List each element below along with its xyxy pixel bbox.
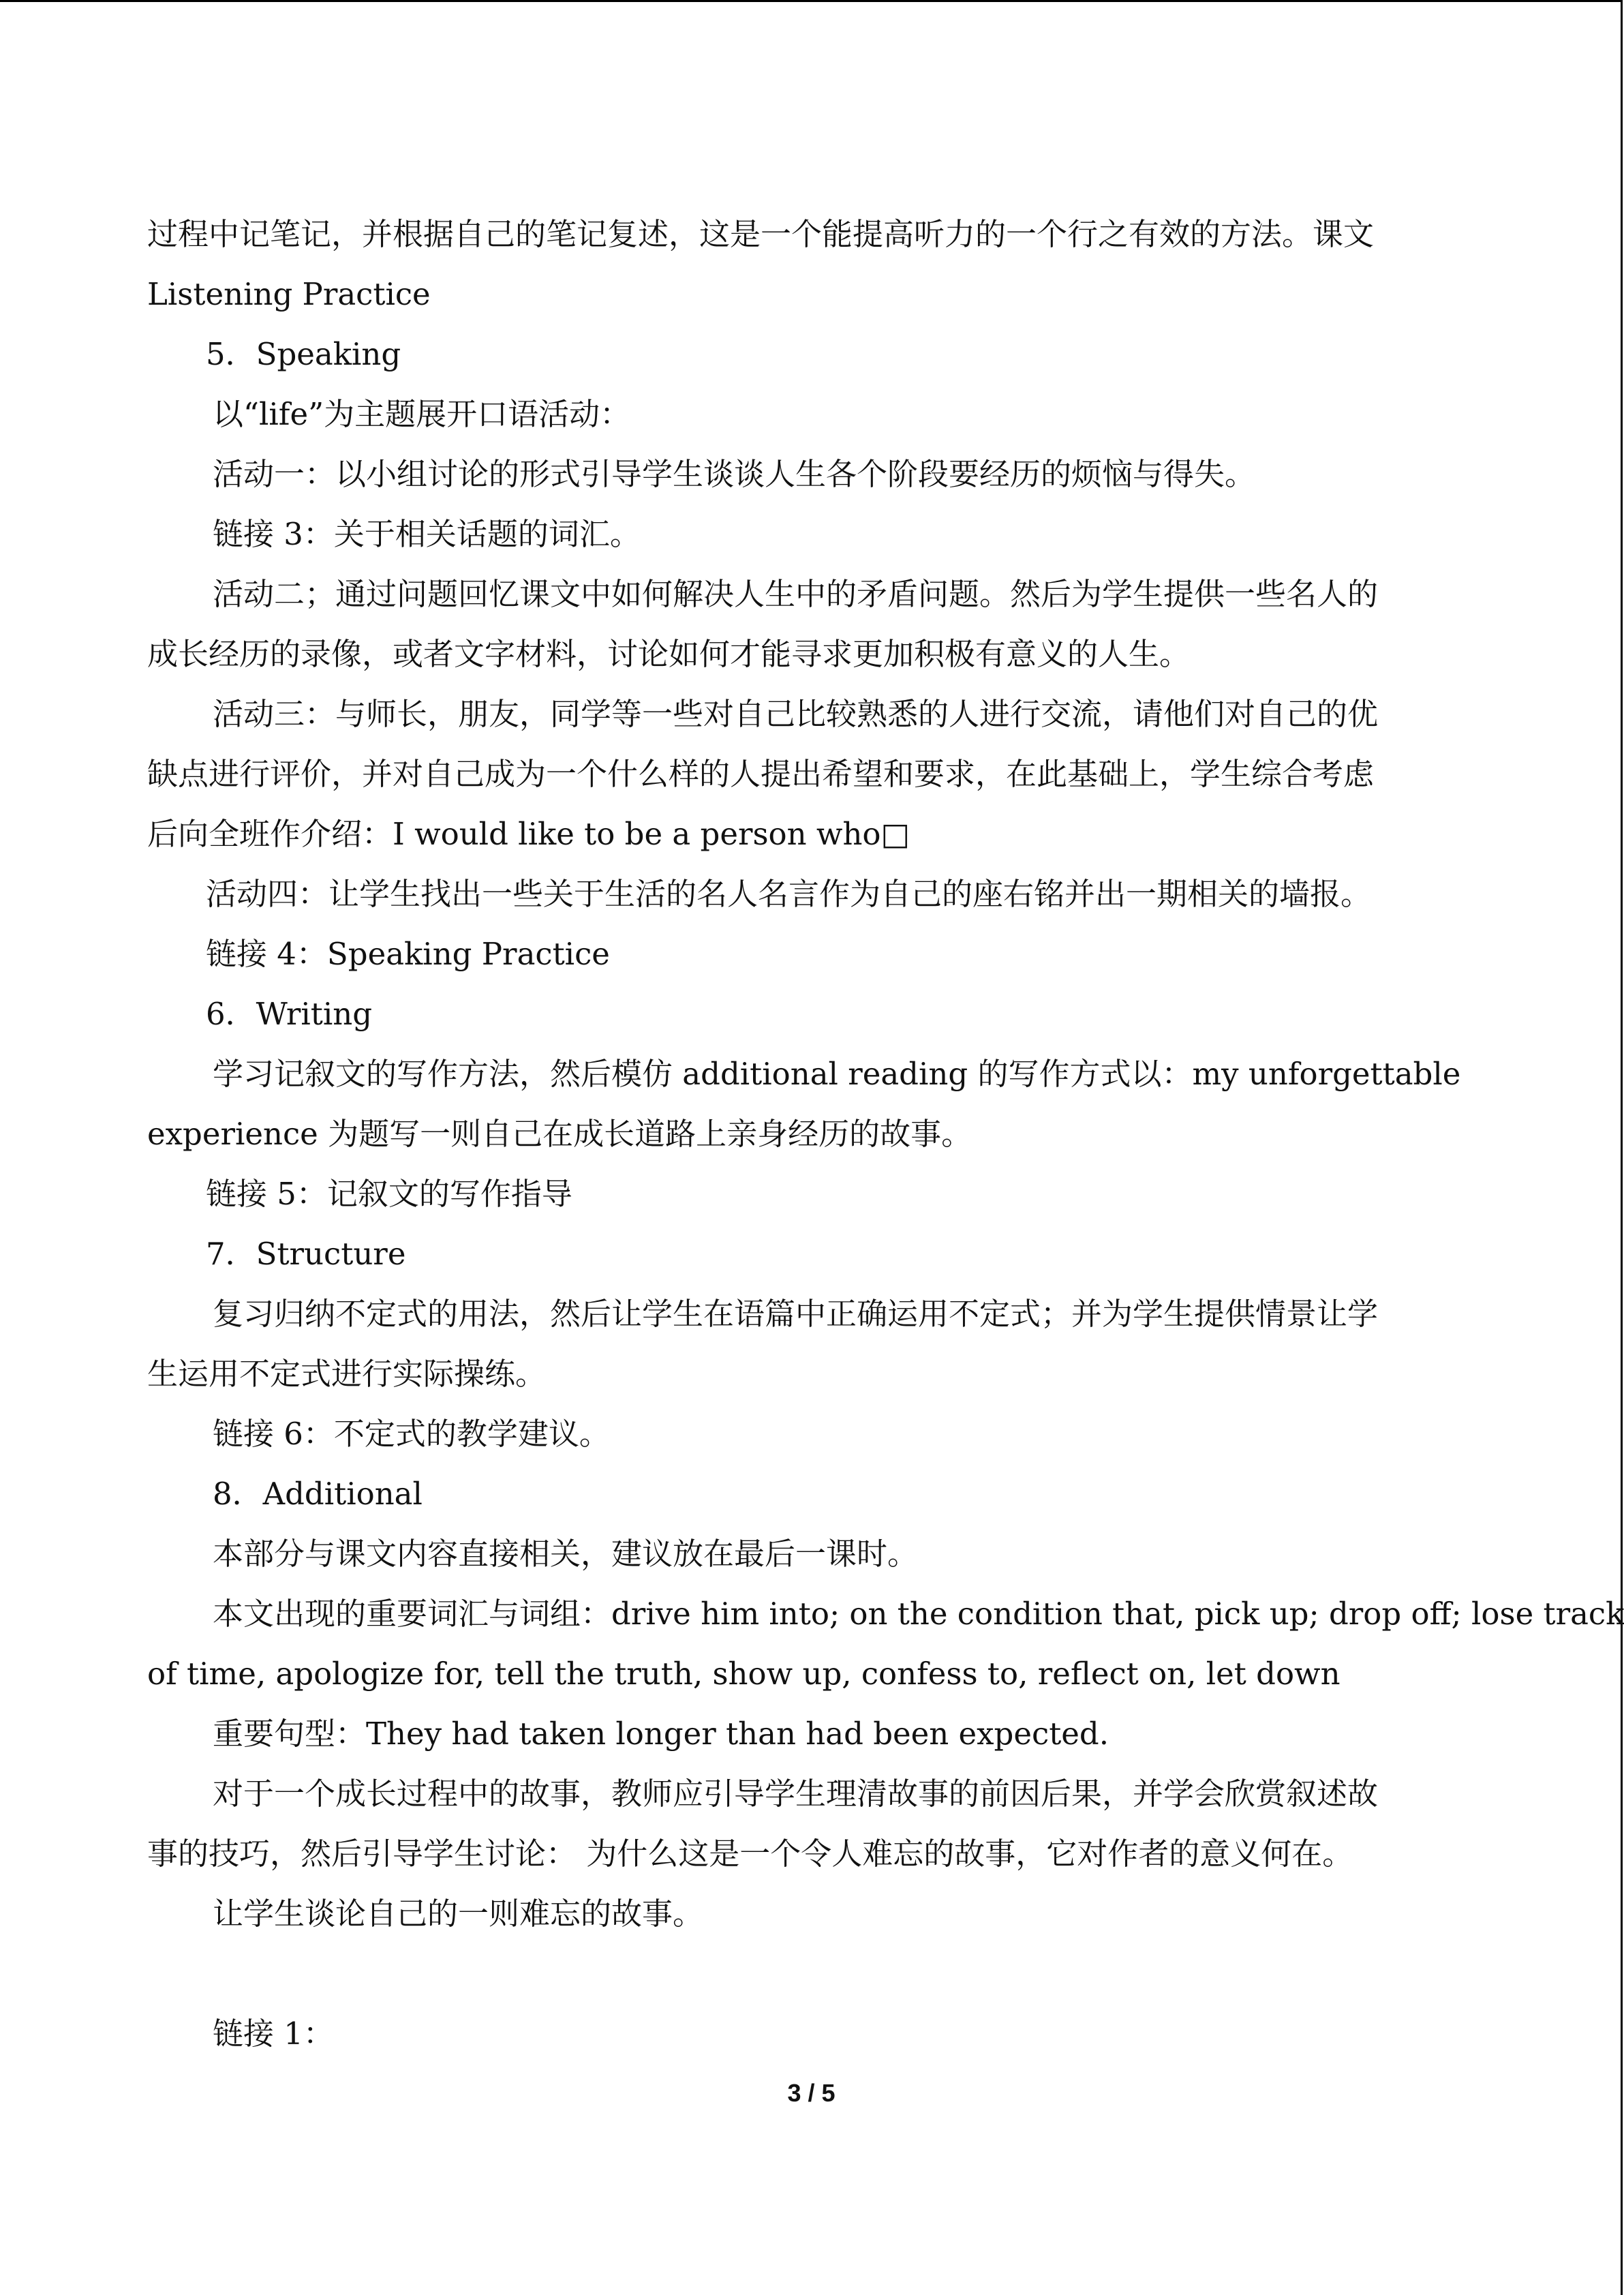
paragraph-line: 以“life”为主题展开口语活动： <box>213 396 631 432</box>
paragraph-line: 缺点进行评价，并对自己成为一个什么样的人提出希望和要求，在此基础上，学生综合考虑 <box>147 756 1375 792</box>
link-label: 链接 5：记叙文的写作指导 <box>206 1176 572 1212</box>
paragraph-line: 后向全班作介绍：I would like to be a person who□ <box>147 816 910 852</box>
link-label: 链接 6：不定式的教学建议。 <box>213 1416 610 1452</box>
link-label: 链接 1： <box>213 2016 334 2052</box>
paragraph-line: 活动四：让学生找出一些关于生活的名人名言作为自己的座右铭并出一期相关的墙报。 <box>206 876 1372 912</box>
paragraph-line: 本文出现的重要词汇与词组：drive him into; on the condition that, pick up; drop off; lose track <box>213 1596 1624 1632</box>
link-label: 链接 3：关于相关话题的词汇。 <box>213 516 641 552</box>
paragraph-line: 成长经历的录像，或者文字材料，讨论如何才能寻求更加积极有意义的人生。 <box>147 636 1191 672</box>
paragraph-line: 活动一：以小组讨论的形式引导学生谈谈人生各个阶段要经历的烦恼与得失。 <box>213 456 1256 492</box>
section-heading-additional: 8．Additional <box>213 1476 423 1512</box>
paragraph-line: 活动二；通过问题回忆课文中如何解决人生中的矛盾问题。然后为学生提供一些名人的 <box>213 576 1379 612</box>
blank-line <box>147 1944 1476 2004</box>
paragraph-line: 复习归纳不定式的用法，然后让学生在语篇中正确运用不定式；并为学生提供情景让学 <box>213 1296 1379 1332</box>
paragraph-line: experience 为题写一则自己在成长道路上亲身经历的故事。 <box>147 1116 972 1152</box>
paragraph-line: 本部分与课文内容直接相关，建议放在最后一课时。 <box>213 1536 919 1572</box>
paragraph-line: 让学生谈论自己的一则难忘的故事。 <box>213 1896 704 1932</box>
paragraph-line: 学习记叙文的写作方法，然后模仿 additional reading 的写作方式以：my unforgettable <box>213 1056 1461 1092</box>
paragraph-line: 生运用不定式进行实际操练。 <box>147 1356 547 1392</box>
paragraph-line: 过程中记笔记，并根据自己的笔记复述，这是一个能提高听力的一个行之有效的方法。课文 <box>147 216 1375 252</box>
paragraph-line: Listening Practice <box>147 276 431 312</box>
paragraph-line: 事的技巧，然后引导学生讨论： 为什么这是一个令人难忘的故事，它对作者的意义何在。 <box>147 1836 1353 1872</box>
paragraph-line: of time, apologize for, tell the truth, show up, confess to, reflect on, let down <box>147 1656 1340 1692</box>
link-label: 链接 4：Speaking Practice <box>206 936 610 972</box>
section-heading-writing: 6．Writing <box>206 996 373 1032</box>
section-heading-speaking: 5．Speaking <box>206 336 401 372</box>
section-heading-structure: 7．Structure <box>206 1236 406 1272</box>
paragraph-line: 活动三：与师长，朋友，同学等一些对自己比较熟悉的人进行交流，请他们对自己的优 <box>213 696 1379 732</box>
document-body <box>147 204 1624 2064</box>
paragraph-line: 重要句型：They had taken longer than had been expected. <box>213 1716 1109 1752</box>
paragraph-line: 对于一个成长过程中的故事，教师应引导学生理清故事的前因后果，并学会欣赏叙述故 <box>213 1776 1379 1812</box>
page-number: 3 / 5 <box>787 2079 836 2107</box>
